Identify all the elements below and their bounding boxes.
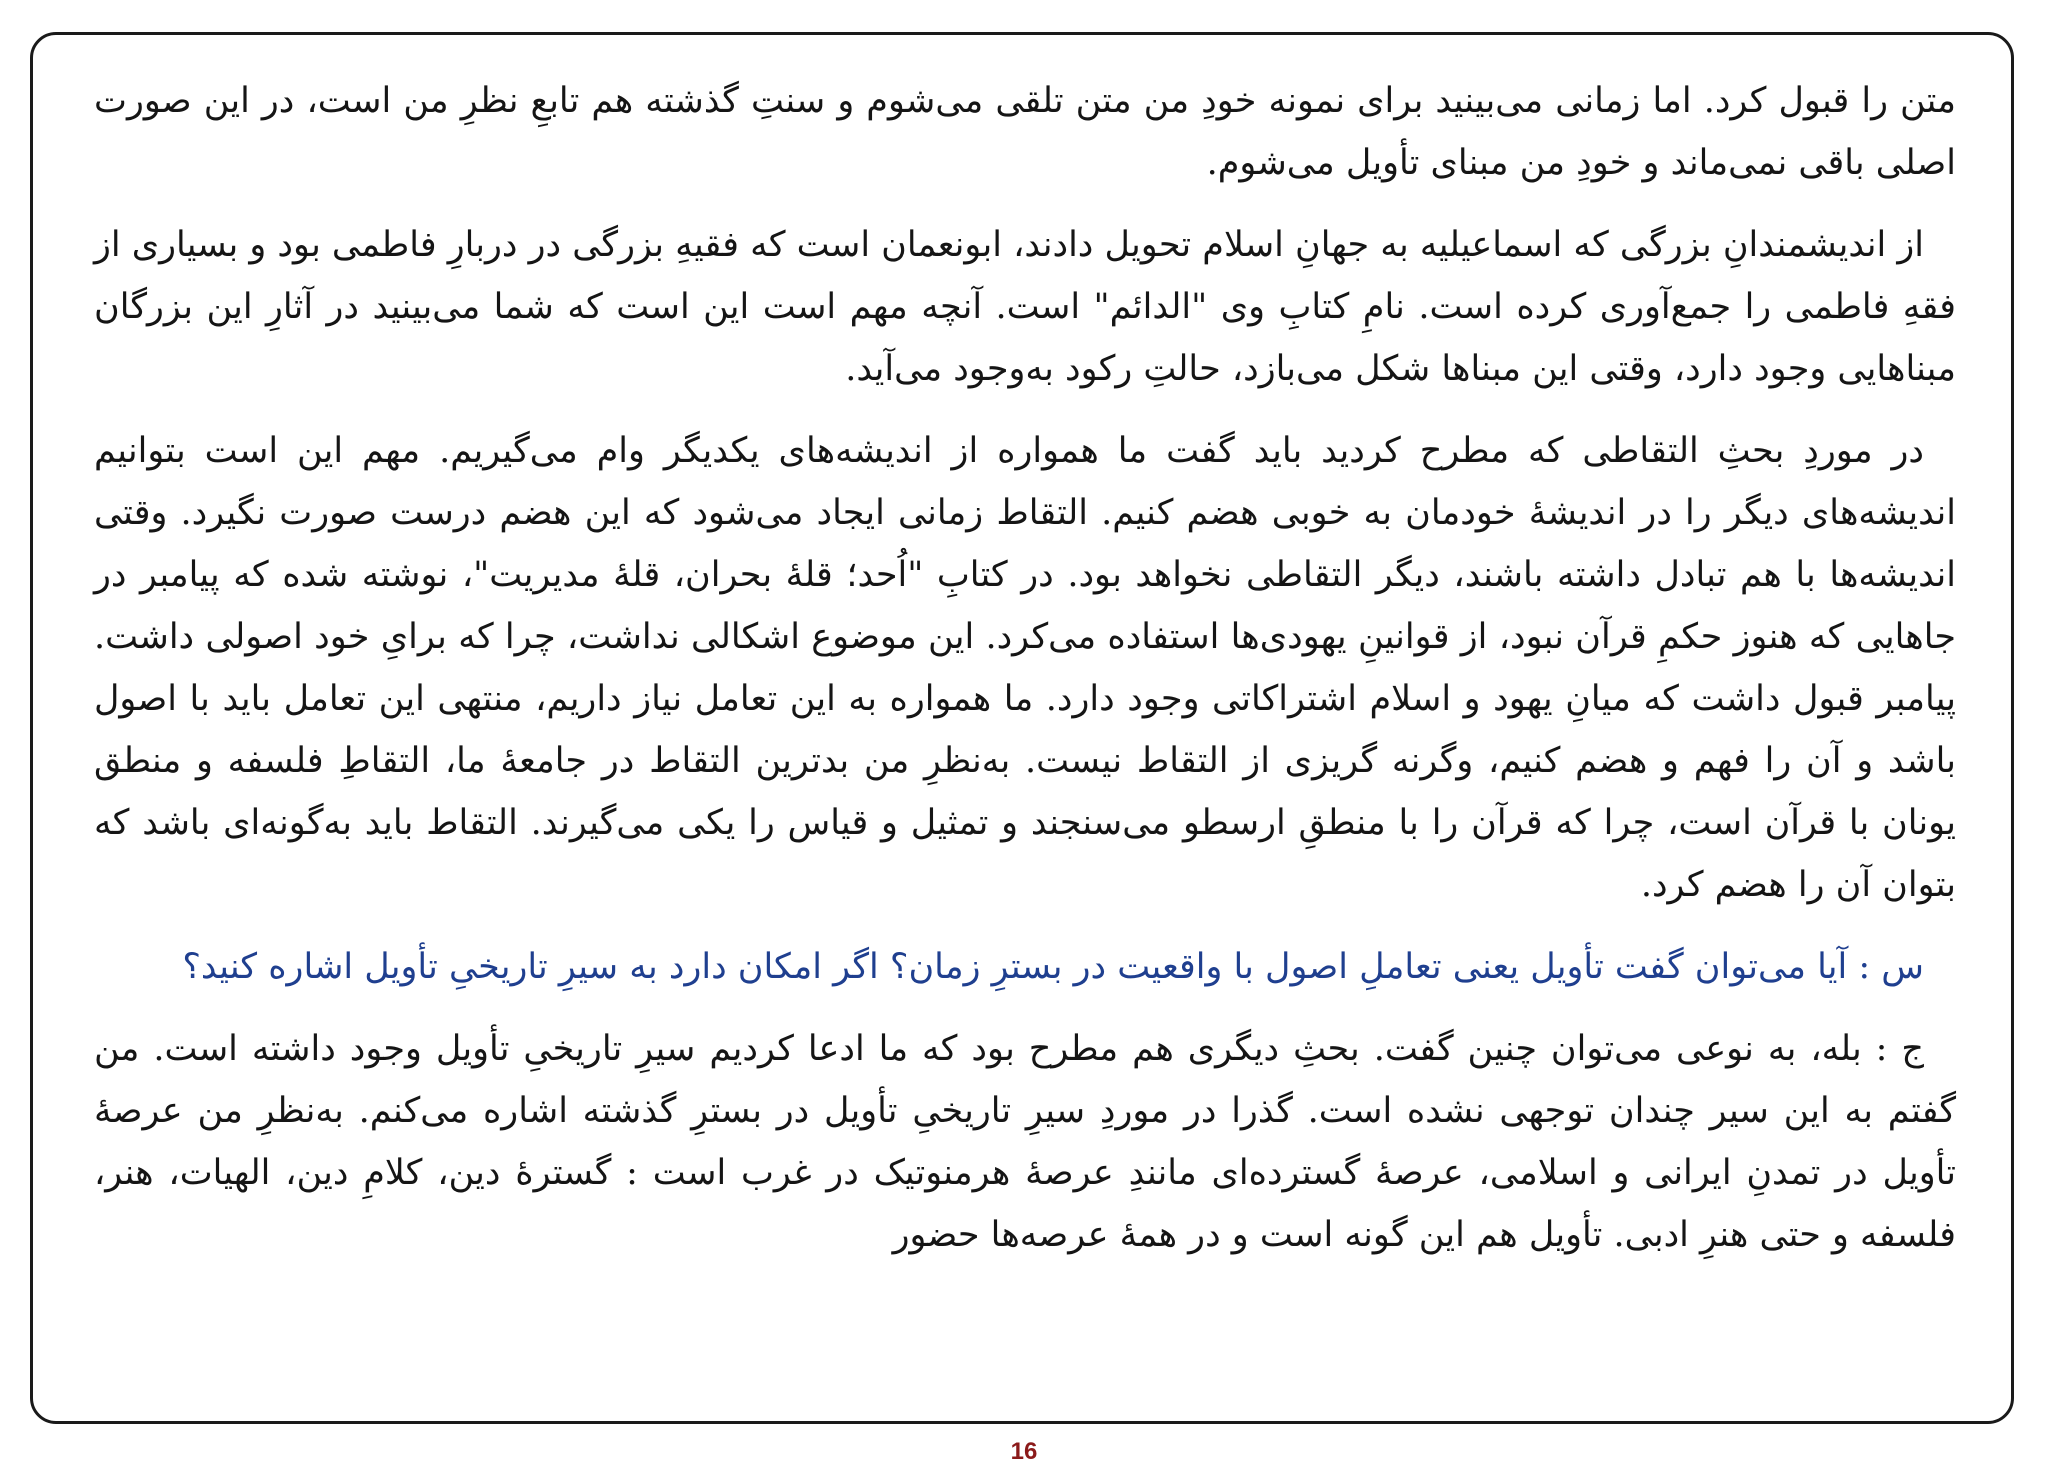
- interview-question: س : آیا می‌توان گفت تأویل یعنی تعاملِ اصول با واقعیت در بسترِ زمان؟ اگر امکان دارد به سیرِ تاریخیِ تأویل اشاره کنید؟: [182, 947, 1924, 987]
- page-body-text: [94, 70, 1956, 1286]
- interview-answer: ج : بله، به نوعی می‌توان چنین گفت. بحثِ دیگری هم مطرح بود که ما ادعا کردیم سیرِ تاریخیِ تأویل وجود داشته است. من گفتم به این سیر چندان توجهی نشده است. گذرا در موردِ سیرِ تاریخیِ تأویل در بسترِ گذشته اشاره می‌کنم. به‌نظرِ من عرصهٔ تأویل در تمدنِ ایرانی و اسلامی، عرصهٔ گسترده‌ای مانندِ عرصهٔ هرمنوتیک در غرب است : گسترهٔ دین، کلامِ دین، الهیات، هنر، فلسفه و حتی هنرِ ادبی. تأویل هم این گونه است و در همهٔ عرصه‌ها حضور: [94, 1029, 1956, 1255]
- page-number: 16: [1010, 1438, 1038, 1465]
- paragraph-continuation: متن را قبول کرد. اما زمانی می‌بینید برای نمونه خودِ من متن تلقی می‌شوم و سنتِ گذشته هم تابعِ نظرِ من است، در این صورت اصلی باقی نمی‌ماند و خودِ من مبنای تأویل می‌شوم.: [94, 81, 1956, 183]
- paragraph-eclecticism: در موردِ بحثِ التقاطی که مطرح کردید باید گفت ما همواره از اندیشه‌های یکدیگر وام می‌گیریم. مهم این است بتوانیم اندیشه‌های دیگر را در اندیشهٔ خودمان به خوبی هضم کنیم. التقاط زمانی ایجاد می‌شود که این هضم درست صورت نگیرد. وقتی اندیشه‌ها با هم تبادل داشته باشند، دیگر التقاطی نخواهد بود. در کتابِ "اُحد؛ قلهٔ بحران، قلهٔ مدیریت"، نوشته شده که پیامبر در جاهایی که هنوز حکمِ قرآن نبود، از قوانینِ یهودی‌ها استفاده می‌کرد. این موضوع اشکالی نداشت، چرا که برایِ خود اصولی داشت. پیامبر قبول داشت که میانِ یهود و اسلام اشتراکاتی وجود دارد. ما همواره به این تعامل نیاز داریم، منتهی این تعامل باید با اصول باشد و آن را فهم و هضم کنیم، وگرنه گریزی از التقاط نیست. به‌نظرِ من بدترین التقاط در جامعهٔ ما، التقاطِ فلسفه و منطق یونان با قرآن است، چرا که قرآن را با منطقِ ارسطو می‌سنجند و تمثیل و قیاس را یکی می‌گیرند. التقاط باید به‌گونه‌ای باشد که بتوان آن را هضم کرد.: [94, 431, 1957, 905]
- paragraph-abunoman: از اندیشمندانِ بزرگی که اسماعیلیه به جهانِ اسلام تحویل دادند، ابونعمان است که فقیهِ بزرگی در دربارِ فاطمی بود و بسیاری از فقهِ فاطمی را جمع‌آوری کرده است. نامِ کتابِ وی "الدائم" است. آنچه مهم است این است که شما می‌بینید در آثارِ این بزرگان مبناهایی وجود دارد، وقتی این مبناها شکل می‌بازد، حالتِ رکود به‌وجود می‌آید.: [94, 225, 1956, 389]
